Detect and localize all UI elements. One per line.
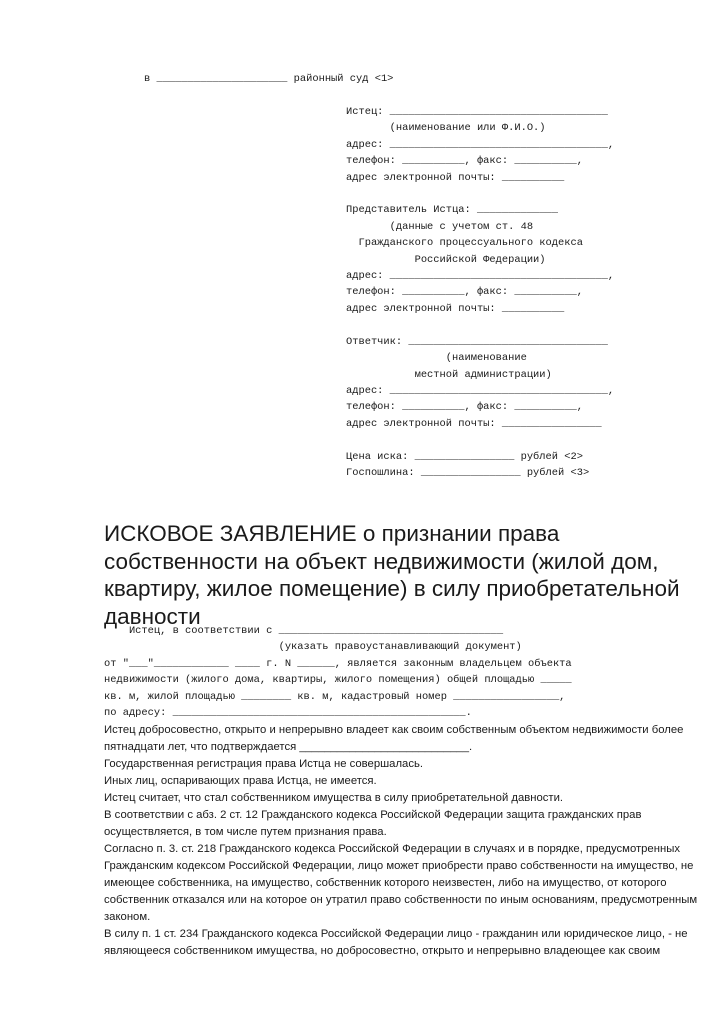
header-line: Российской Федерации) bbox=[346, 253, 546, 266]
header-line: адрес электронной почты: ________________ bbox=[346, 417, 602, 430]
claim-intro-line: по адресу: _______________________________________________. bbox=[104, 707, 472, 720]
document-title-rest: о признании права собственности на объект недвижимости (жилой дом, квартиру, жилое помещение) в силу приобретательной давности bbox=[104, 521, 680, 629]
header-line: адрес электронной почты: __________ bbox=[346, 302, 565, 315]
header-line: Гражданского процессуального кодекса bbox=[346, 237, 583, 250]
claim-intro-line: Истец, в соответствии с ____________________________________ bbox=[104, 625, 504, 637]
header-line: (наименование или Ф.И.О.) bbox=[346, 122, 546, 135]
paragraph: Иных лиц, оспаривающих права Истца, не имеется. bbox=[104, 775, 377, 787]
header-line: адрес электронной почты: __________ bbox=[346, 171, 565, 184]
header-line: Цена иска: ________________ рублей <2> bbox=[346, 450, 583, 463]
paragraph: Согласно п. 3. ст. 218 Гражданского кодекса Российской Федерации в случаях и в порядке, предусмотренных Гражданским кодексом Российской Федерации, лицо может приобрести право собственности на имущество, не имеющее собственника, на имущество, собственник которого неизвестен, либо на имущество, от которого собственник отказался или на которое он утратил право собственности по иным основаниям, предусмотренным законом. bbox=[104, 843, 698, 923]
parties-header-block bbox=[346, 104, 614, 481]
paragraph: Истец добросовестно, открыто и непрерывно владеет как своим собственным объектом недвижимости более пятнадцати лет, что подтверждается ___________________________. bbox=[104, 724, 684, 753]
paragraph: Истец считает, что стал собственником имущества в силу приобретательной давности. bbox=[104, 792, 564, 804]
court-address-line: в _____________________ районный суд <1> bbox=[144, 73, 394, 85]
header-line: телефон: __________, факс: __________, bbox=[346, 401, 583, 414]
header-line bbox=[346, 186, 614, 202]
header-line bbox=[346, 317, 614, 333]
claim-intro-line: недвижимости (жилого дома, квартиры, жилого помещения) общей площадью _____ bbox=[104, 674, 572, 687]
paragraph: Государственная регистрация права Истца не совершалась. bbox=[104, 758, 424, 770]
paragraph: В силу п. 1 ст. 234 Гражданского кодекса Российской Федерации лицо - гражданин или юридическое лицо, - не являющееся собственником имущества, но добросовестно, открыто и непрерывно владеющее как своим bbox=[104, 928, 688, 957]
claim-intro-line: кв. м, жилой площадью ________ кв. м, кадастровый номер _________________, bbox=[104, 690, 566, 703]
header-line bbox=[346, 432, 614, 448]
header-line: Госпошлина: ________________ рублей <3> bbox=[346, 466, 590, 479]
claim-intro-line: (указать правоустанавливающий документ) bbox=[104, 641, 522, 654]
document-title-caps: ИСКОВОЕ ЗАЯВЛЕНИЕ bbox=[104, 521, 357, 546]
header-line: местной администрации) bbox=[346, 368, 552, 381]
header-line: адрес: ___________________________________, bbox=[346, 270, 615, 283]
header-line: адрес: ___________________________________, bbox=[346, 138, 615, 151]
header-line: Ответчик: ________________________________ bbox=[346, 335, 608, 348]
header-line: телефон: __________, факс: __________, bbox=[346, 155, 583, 168]
paragraph: В соответствии с абз. 2 ст. 12 Гражданского кодекса Российской Федерации защита гражданских прав осуществляется, в том числе путем признания права. bbox=[104, 809, 642, 838]
header-line: телефон: __________, факс: __________, bbox=[346, 286, 583, 299]
header-line: адрес: ___________________________________, bbox=[346, 384, 615, 397]
document-title bbox=[104, 520, 704, 630]
header-line: Истец: ___________________________________ bbox=[346, 106, 608, 118]
claim-body-text bbox=[104, 722, 725, 960]
header-line: Представитель Истца: _____________ bbox=[346, 204, 559, 217]
header-line: (данные с учетом ст. 48 bbox=[346, 220, 534, 233]
header-line: (наименование bbox=[346, 352, 527, 365]
claim-intro-block bbox=[104, 623, 572, 721]
claim-intro-line: от "___"____________ ____ г. N ______, является законным владельцем объекта bbox=[104, 657, 572, 670]
